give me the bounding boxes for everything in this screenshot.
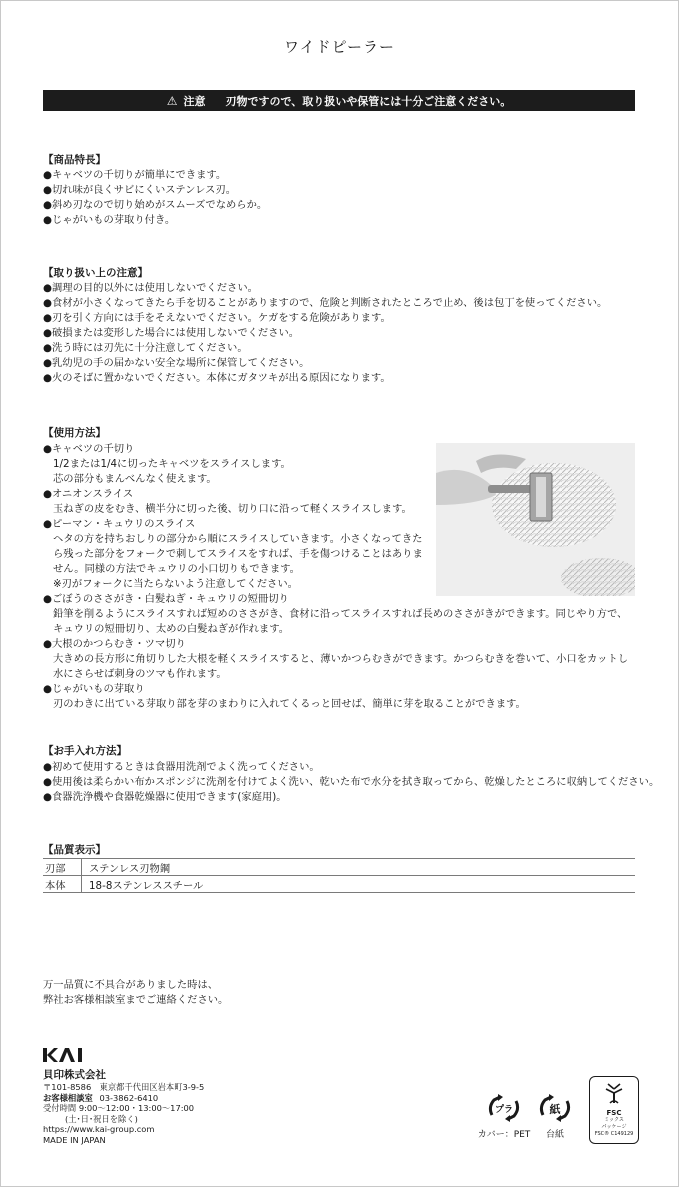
usage-text: 1/2または1/4に切ったキャベツをスライスします。 bbox=[53, 458, 291, 470]
list-item: ●初めて使用するときは食器用洗剤でよく洗ってください。 bbox=[43, 761, 320, 773]
usage-text: 水にさらせば刺身のツマも作れます。 bbox=[53, 668, 227, 680]
list-item: ●食器洗浄機や食器乾燥器に使用できます(家庭用)。 bbox=[43, 791, 287, 803]
fsc-code: FSC® C149129 bbox=[594, 1131, 634, 1137]
contact-note bbox=[43, 978, 228, 1008]
cautions-heading: 【取り扱い上の注意】 bbox=[43, 267, 148, 279]
quality-heading: 【品質表示】 bbox=[43, 844, 106, 856]
support-label: お客様相談室 bbox=[43, 1092, 93, 1103]
warning-label: 注意 bbox=[183, 94, 206, 108]
features-heading: 【商品特長】 bbox=[43, 154, 106, 166]
page-title: ワイドピーラー bbox=[284, 38, 395, 56]
quality-key: 本体 bbox=[43, 876, 82, 893]
usage-text: 刃のわきに出ている芽取り部を芽のまわりに入れてくるっと回せば、簡単に芽を取ることができます。 bbox=[53, 698, 526, 710]
fsc-tree-icon bbox=[600, 1081, 628, 1105]
list-item: ●刃を引く方向には手をそえないでください。ケガをする危険があります。 bbox=[43, 312, 391, 324]
fsc-sub1: ミックス bbox=[604, 1117, 624, 1123]
usage-heading: 【使用方法】 bbox=[43, 427, 106, 439]
contact-note-line: 万一品質に不具合がありました時は、 bbox=[43, 979, 219, 991]
support-hours-note: (土･日･祝日を除く) bbox=[65, 1113, 138, 1124]
usage-text: 芯の部分もまんべんなく使えます。 bbox=[53, 473, 217, 485]
plastic-recycle-icon bbox=[486, 1093, 522, 1123]
paper-recycle-icon bbox=[538, 1093, 572, 1123]
paper-label: 台紙 bbox=[545, 1130, 564, 1140]
quality-key: 刃部 bbox=[43, 859, 82, 876]
usage-text: ら残った部分をフォークで刺してスライスをすれば、手を傷つけることはありま bbox=[53, 548, 423, 560]
usage-text: ヘタの方を持ちおしりの部分から順にスライスしていきます。小さくなってきた bbox=[53, 533, 423, 545]
table-row bbox=[43, 876, 635, 893]
list-item: ●火のそばに置かないでください。本体にガタツキが出る原因になります。 bbox=[43, 372, 391, 384]
usage-item-title: ●ごぼうのささがき・白髪ねぎ・キュウリの短冊切り bbox=[43, 593, 289, 605]
origin-label: MADE IN JAPAN bbox=[43, 1134, 106, 1145]
usage-text: 玉ねぎの皮をむき、横半分に切った後、切り口に沿って軽くスライスします。 bbox=[53, 503, 412, 515]
paper-recycle-mark bbox=[535, 1093, 575, 1140]
company-url: https://www.kai-group.com bbox=[43, 1124, 155, 1135]
paper-mark-text: 紙 bbox=[549, 1103, 561, 1116]
fsc-logo bbox=[589, 1076, 639, 1144]
list-item: ●斜め刃なので切り始めがスムーズでなめらか。 bbox=[43, 199, 268, 211]
cautions-section bbox=[43, 265, 607, 386]
usage-text: ※刃がフォークに当たらないよう注意してください。 bbox=[53, 578, 298, 590]
support-phone: 03-3862-6410 bbox=[99, 1092, 159, 1103]
plastic-label: カバー：PET bbox=[477, 1130, 531, 1140]
product-photo bbox=[436, 443, 635, 596]
contact-note-line: 弊社お客様相談室までご連絡ください。 bbox=[43, 994, 229, 1006]
usage-item-title: ●大根のかつらむき・ツマ切り bbox=[43, 638, 186, 650]
usage-item-title: ●ピーマン・キュウリのスライス bbox=[43, 518, 196, 530]
company-name: 貝印株式会社 bbox=[43, 1069, 106, 1081]
quality-value: ステンレス刃物鋼 bbox=[82, 859, 636, 876]
list-item: ●乳幼児の手の届かない安全な場所に保管してください。 bbox=[43, 357, 310, 369]
features-section bbox=[43, 152, 267, 228]
warning-icon: ⚠ bbox=[166, 93, 178, 108]
table-row bbox=[43, 859, 635, 876]
usage-item-title: ●じゃがいもの芽取り bbox=[43, 683, 145, 695]
list-item: ●切れ味が良くサビにくいステンレス刃。 bbox=[43, 184, 237, 196]
company-info bbox=[43, 1082, 204, 1146]
list-item: ●食材が小さくなってきたら手を切ることがありますので、危険と判断されたところで止め、後は包丁を使ってください。 bbox=[43, 297, 608, 309]
usage-text: 鉛筆を削るようにスライスすれば短めのささがき、食材に沿ってスライスすれば長めのささがきができます。同じやり方で、 bbox=[53, 608, 628, 620]
usage-text: せん。同様の方法でキュウリの小口切りもできます。 bbox=[53, 563, 300, 575]
support-hours: 受付時間 9:00～12:00・13:00～17:00 bbox=[43, 1103, 195, 1114]
list-item: ●使用後は柔らかい布かスポンジに洗剤を付けてよく洗い、乾いた布で水分を拭き取ってから、乾燥したところに収納してください。 bbox=[43, 776, 660, 788]
quality-table bbox=[43, 858, 635, 893]
list-item: ●洗う時には刃先に十分注意してください。 bbox=[43, 342, 248, 354]
usage-item-title: ●オニオンスライス bbox=[43, 488, 134, 500]
fsc-text: FSC bbox=[606, 1109, 622, 1117]
list-item: ●調理の目的以外には使用しないでください。 bbox=[43, 282, 258, 294]
plastic-recycle-mark bbox=[473, 1093, 535, 1140]
list-item: ●じゃがいもの芽取り付き。 bbox=[43, 214, 176, 226]
usage-text: キュウリの短冊切り、太めの白髪ねぎが作れます。 bbox=[53, 623, 290, 635]
kai-logo bbox=[43, 1047, 85, 1067]
warning-banner bbox=[43, 90, 635, 111]
usage-text: 大きめの長方形に角切りした大根を軽くスライスすると、薄いかつらむきができます。かつらむきを巻いて、小口をカットし bbox=[53, 653, 629, 665]
list-item: ●キャベツの千切りが簡単にできます。 bbox=[43, 169, 227, 181]
warning-text: 刃物ですので、取り扱いや保管には十分ご注意ください。 bbox=[225, 94, 512, 108]
list-item: ●破損または変形した場合には使用しないでください。 bbox=[43, 327, 300, 339]
fsc-sub2: パッケージ bbox=[601, 1124, 627, 1130]
usage-item-title: ●キャベツの千切り bbox=[43, 443, 135, 455]
plastic-mark-text: プラ bbox=[494, 1105, 513, 1115]
quality-value: 18-8ステンレススチール bbox=[82, 876, 636, 893]
support-line bbox=[43, 1093, 204, 1104]
company-address: 〒101-8586 東京都千代田区岩本町3-9-5 bbox=[43, 1082, 205, 1092]
care-section bbox=[43, 743, 659, 805]
care-heading: 【お手入れ方法】 bbox=[43, 745, 127, 757]
